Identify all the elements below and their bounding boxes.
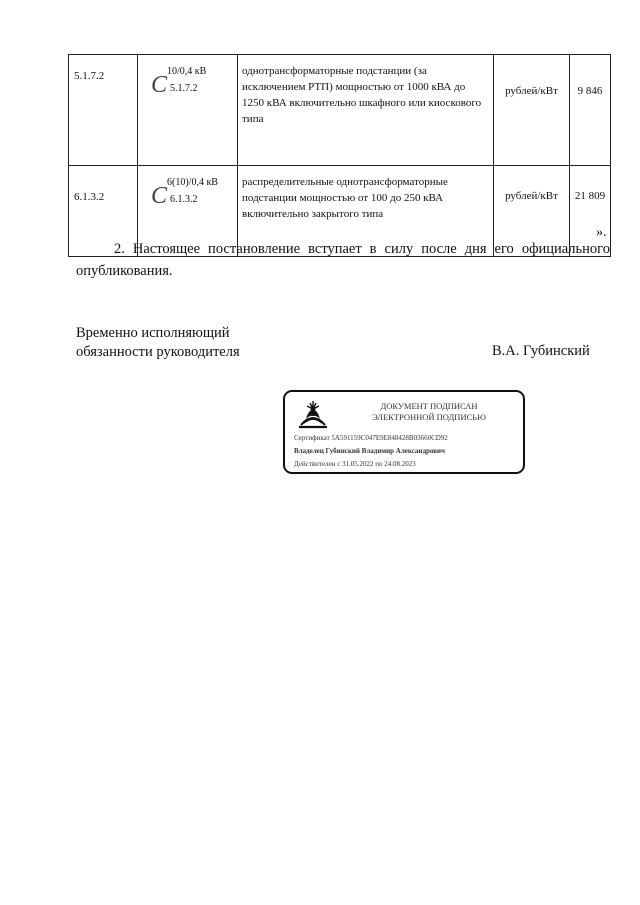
symbol-superscript: 6(10)/0,4 кВ [167, 177, 218, 188]
symbol-letter: C [151, 183, 168, 209]
certificate-owner: Владелец Губинский Владимир Александрович [294, 447, 445, 455]
symbol-subscript: 6.1.3.2 [170, 194, 198, 205]
row-unit: рублей/кВт [494, 55, 570, 166]
row-description: распределительные однотрансформаторные подстанции мощностью от 100 до 250 кВА включительно закрытого типа [238, 166, 494, 257]
certificate-number: Сертификат 5A591159C047E9E848428B03660CD92 [294, 434, 448, 442]
row-code: 6.1.3.2 [69, 166, 138, 257]
stamp-title-line: ДОКУМЕНТ ПОДПИСАН [380, 401, 478, 411]
electronic-signature-stamp [283, 390, 525, 474]
position-line: обязанности руководителя [76, 344, 240, 360]
row-description: однотрансформаторные подстанции (за исключением РТП) мощностью от 1000 кВА до 1250 кВА включительно шкафного или киоскового типа [238, 55, 494, 166]
closing-quote: ». [596, 225, 607, 240]
table-row [69, 55, 611, 166]
row-unit: рублей/кВт [494, 166, 570, 257]
tariff-table [68, 54, 611, 257]
symbol-superscript: 10/0,4 кВ [167, 66, 207, 77]
row-value: 21 809 [570, 166, 611, 257]
signatory-name: В.А. Губинский [492, 343, 590, 359]
row-value: 9 846 [570, 55, 611, 166]
row-code: 5.1.7.2 [69, 55, 138, 166]
symbol-letter: C [151, 72, 168, 98]
body-paragraph: 2. Настоящее постановление вступает в силу после дня его официального опубликования. [76, 241, 610, 279]
certificate-validity: Действителен с 31.05.2022 по 24.08.2023 [294, 460, 416, 468]
rate-symbol [138, 55, 238, 166]
position-line: Временно исполняющий [76, 325, 230, 341]
signatory-position [76, 324, 240, 362]
coat-of-arms-icon [295, 397, 331, 433]
symbol-subscript: 5.1.7.2 [170, 83, 198, 94]
stamp-title [337, 401, 521, 423]
stamp-title-line: ЭЛЕКТРОННОЙ ПОДПИСЬЮ [372, 412, 486, 422]
